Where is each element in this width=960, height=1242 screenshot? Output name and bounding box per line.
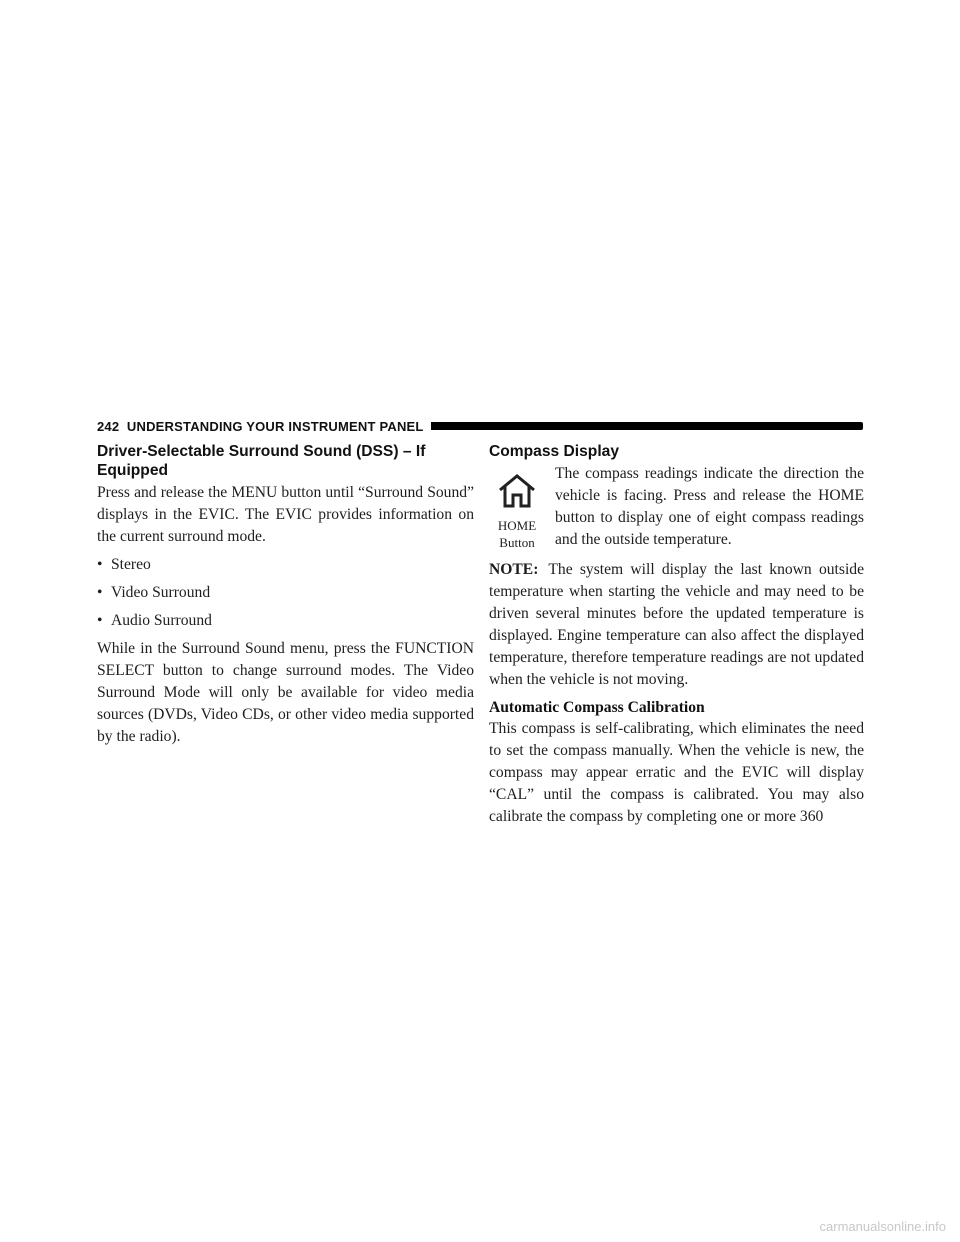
dss-body-paragraph: While in the Surround Sound menu, press the FUNCTION SELECT button to change surround modes. The Video Surround Mode will only be available for video media sources (DVDs, Video CDs, or other video media supported by the radio).	[97, 640, 474, 745]
list-item	[97, 610, 474, 632]
note-label: NOTE:	[489, 561, 539, 578]
page-header	[97, 418, 863, 434]
bullet-glyph: •	[97, 584, 103, 601]
list-item	[97, 582, 474, 604]
figure-caption-line1: HOME	[497, 518, 537, 533]
bullet-glyph: •	[97, 612, 103, 629]
section-title: UNDERSTANDING YOUR INSTRUMENT PANEL	[126, 418, 424, 434]
right-column	[489, 442, 864, 828]
calibration-paragraph: This compass is self-calibrating, which eliminates the need to set the compass manually. When the vehicle is new, the compass may appear erratic and the EVIC will display “CAL” until the compass is calibrated. You may also calibrate the compass by completing one or more 360	[489, 720, 864, 825]
calibration-subheading: Automatic Compass Calibration	[489, 699, 705, 716]
header-rule	[431, 422, 863, 430]
note-text: The system will display the last known outside temperature when starting the vehicle and may need to be driven several minutes before the updated temperature is displayed. Engine temperature can also affect the displayed temperature, therefore temperature readings are not updated when the vehicle is not moving.	[489, 561, 864, 688]
note-paragraph	[489, 559, 864, 691]
home-button-figure	[489, 463, 545, 551]
page-number: 242	[97, 418, 120, 434]
compass-description: The compass readings indicate the direction the vehicle is facing. Press and release the HOME button to display one of eight compass readings and the outside temperature.	[555, 465, 864, 548]
list-item-text: Stereo	[111, 556, 151, 573]
watermark: carmanualsonline.info	[819, 1219, 946, 1234]
compass-heading: Compass Display	[489, 443, 619, 460]
bullet-glyph: •	[97, 556, 103, 573]
surround-mode-list	[97, 554, 474, 632]
page-header-text	[97, 419, 424, 434]
list-item-text: Video Surround	[111, 584, 211, 601]
dss-heading: Driver-Selectable Surround Sound (DSS) – If Equipped	[97, 443, 426, 479]
dss-intro-paragraph: Press and release the MENU button until “Surround Sound” displays in the EVIC. The EVIC provides information on the current surround mode.	[97, 484, 474, 545]
home-button-figure-row	[489, 463, 864, 551]
left-column	[97, 442, 474, 748]
figure-caption-line2: Button	[499, 535, 535, 550]
home-icon	[497, 473, 537, 509]
list-item-text: Audio Surround	[111, 612, 212, 629]
list-item	[97, 554, 474, 576]
